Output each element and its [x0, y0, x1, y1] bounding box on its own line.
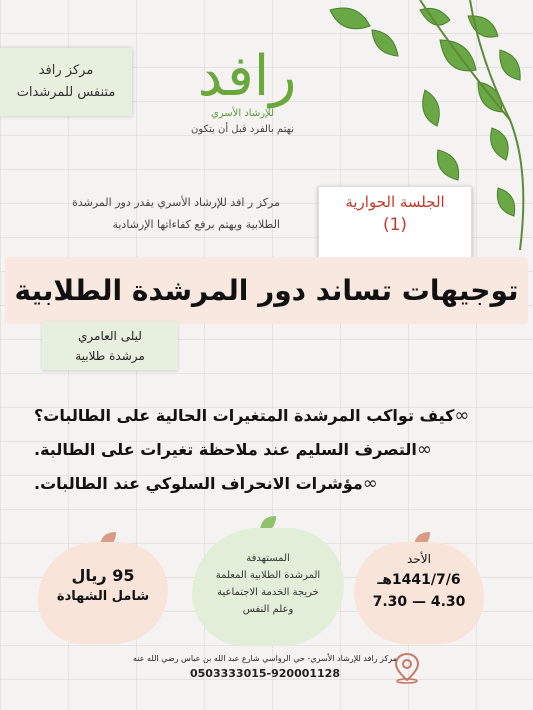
audience-line2: خريجة الخدمة الاجتماعية	[217, 587, 319, 598]
event-day: الأحد	[407, 552, 431, 566]
footer-phones: 0503333015-920001128	[190, 667, 340, 680]
logo-mark: رافد	[197, 44, 297, 109]
event-time: 4.30 — 7.30	[372, 594, 466, 610]
infinity-icon: ∞	[362, 472, 378, 494]
infinity-icon: ∞	[454, 404, 470, 426]
footer	[120, 654, 410, 680]
topic-text: كيف تواكب المرشدة المتغيرات الحالية على الطالبات؟	[34, 405, 455, 425]
logo-mark-icon	[180, 30, 315, 110]
center-card	[0, 48, 132, 116]
topics-list	[20, 398, 495, 500]
audience-line3: وعلم النفس	[242, 604, 294, 615]
infinity-icon: ∞	[416, 438, 432, 460]
price-badge	[38, 542, 168, 644]
logo	[180, 30, 315, 140]
event-date: 1441/7/6هـ	[377, 572, 461, 588]
intro-line2: الطلابية ويهتم برفع كفاءاتها الإرشادية	[112, 218, 280, 231]
session-label: الجلسة الحوارية	[345, 193, 445, 211]
logo-subtitle: للإرشاد الأسري	[210, 108, 275, 119]
speaker-card	[42, 322, 178, 370]
list-item	[20, 432, 495, 466]
session-card	[318, 186, 472, 268]
list-item	[20, 466, 495, 500]
speaker-role: مرشدة طلابية	[75, 349, 145, 363]
speaker-name: ليلى العامري	[78, 329, 142, 343]
session-number: (1)	[382, 215, 408, 235]
audience-badge	[192, 528, 344, 646]
intro-line1: مركز ر افد للإرشاد الأسري يقدر دور المرشدة	[72, 196, 280, 209]
price-amount: 95 ريال	[71, 566, 135, 585]
date-badge	[354, 542, 484, 644]
logo-tagline: نهتم بالفرد قبل أن يتكون	[190, 124, 294, 135]
footer-address: مركز رافد للإرشاد الأسري- حي الرواسي شارع عبد الله بن عباس رضي الله عنه	[133, 654, 397, 663]
price-note: شامل الشهادة	[56, 589, 150, 604]
center-card-line2: متنفس للمرشدات	[16, 85, 116, 100]
topic-text: التصرف السليم عند ملاحظة تغيرات على الطالبة.	[34, 439, 417, 459]
intro-text	[10, 192, 280, 236]
page-title: توجيهات تساند دور المرشدة الطلابية	[5, 257, 528, 324]
center-card-line1: مركز رافد	[38, 63, 94, 78]
audience-label: المستهدفة	[246, 553, 290, 564]
audience-line1: المرشدة الطلابية المعلمة	[215, 570, 321, 581]
topic-text: مؤشرات الانحراف السلوكي عند الطالبات.	[34, 473, 363, 493]
list-item	[20, 398, 495, 432]
